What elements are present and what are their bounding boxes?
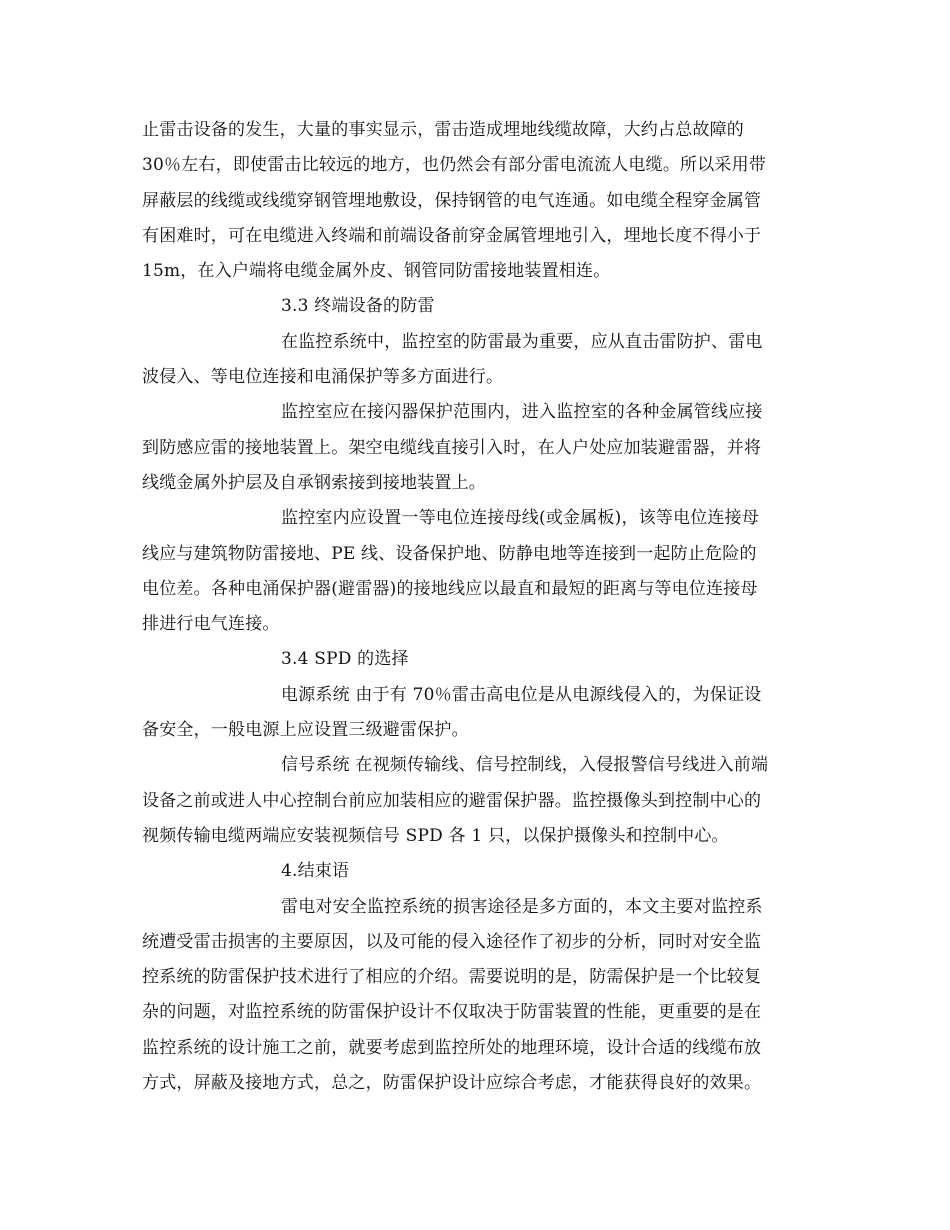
text-line: 设备之前或进人中心控制台前应加装相应的避雷保护器。监控摄像头到控制中心的 — [142, 790, 762, 811]
section-heading-3-3: 3.3 终端设备的防雷 — [281, 296, 435, 317]
text-line-first: 监控室应在接闪器保护范围内，进入监控室的各种金属管线应接 — [281, 402, 763, 423]
text-line: 备安全，一般电源上应设置三级避雷保护。 — [142, 720, 469, 741]
text-line-first: 电源系统 由于有 70％雷击高电位是从电源线侵入的，为保证设 — [281, 684, 762, 705]
text-line: 屏蔽层的线缆或线缆穿钢管埋地敷设，保持钢管的电气连通。如电缆全程穿金属管 — [142, 190, 762, 211]
text-line: 到防感应雷的接地装置上。架空电缆线直接引入时，在人户处应加装避雷器，并将 — [142, 437, 762, 458]
paragraph-conclusion — [142, 890, 814, 1102]
paragraph-monitoring-room-priority — [142, 325, 814, 396]
paragraph-cable-shielding — [142, 113, 814, 289]
text-line: 排进行电气连接。 — [142, 614, 280, 635]
text-line-first: 在监控系统中，监控室的防雷最为重要，应从直击雷防护、雷电 — [281, 331, 763, 352]
paragraph-air-terminal-protection — [142, 395, 814, 501]
section-heading-4: 4.结束语 — [281, 861, 350, 882]
text-line-first: 信号系统 在视频传输线、信号控制线，入侵报警信号线进入前端 — [281, 755, 769, 776]
text-line: 线应与建筑物防雷接地、PE 线、设备保护地、防静电地等连接到一起防止危险的 — [142, 543, 757, 564]
text-line: 线缆金属外护层及自承钢索接到接地装置上。 — [142, 472, 486, 493]
document-body — [142, 113, 814, 1101]
section-heading-3-4: 3.4 SPD 的选择 — [281, 649, 409, 670]
paragraph-signal-system — [142, 748, 814, 854]
text-line: 方式，屏蔽及接地方式，总之，防雷保护设计应综合考虑，才能获得良好的效果。 — [142, 1073, 762, 1094]
text-line: 15m，在入户端将电缆金属外皮、钢管同防雷接地装置相连。 — [142, 261, 611, 282]
text-line: 视频传输电缆两端应安装视频信号 SPD 各 1 只，以保护摄像头和控制中心。 — [142, 825, 729, 846]
text-line: 监控系统的设计施工之前，就要考虑到监控所处的地理环境，设计合适的线缆布放 — [142, 1037, 762, 1058]
text-line: 电位差。各种电涌保护器(避雷器)的接地线应以最直和最短的距离与等电位连接母 — [142, 578, 758, 599]
text-line: 30％左右，即使雷击比较远的地方，也仍然会有部分雷电流流人电缆。所以采用带 — [142, 155, 767, 176]
text-line: 统遭受雷击损害的主要原因，以及可能的侵入途径作了初步的分析，同时对安全监 — [142, 931, 762, 952]
text-line: 止雷击设备的发生，大量的事实显示，雷击造成埋地线缆故障，大约占总故障的 — [142, 120, 744, 140]
text-line: 波侵入、等电位连接和电涌保护等多方面进行。 — [142, 367, 504, 388]
text-line-first: 雷电对安全监控系统的损害途径是多方面的，本文主要对监控系 — [281, 896, 763, 917]
text-line-first: 监控室内应设置一等电位连接母线(或金属板)，该等电位连接母 — [281, 508, 760, 529]
text-line: 杂的问题，对监控系统的防雷保护设计不仅取决于防雷装置的性能，更重要的是在 — [142, 1002, 762, 1023]
paragraph-equipotential-bonding — [142, 501, 814, 642]
paragraph-power-system — [142, 678, 814, 749]
text-line: 控系统的防雷保护技术进行了相应的介绍。需要说明的是，防需保护是一个比较复 — [142, 967, 762, 988]
text-line: 有困难时，可在电缆进入终端和前端设备前穿金属管埋地引入，埋地长度不得小于 — [142, 225, 762, 246]
